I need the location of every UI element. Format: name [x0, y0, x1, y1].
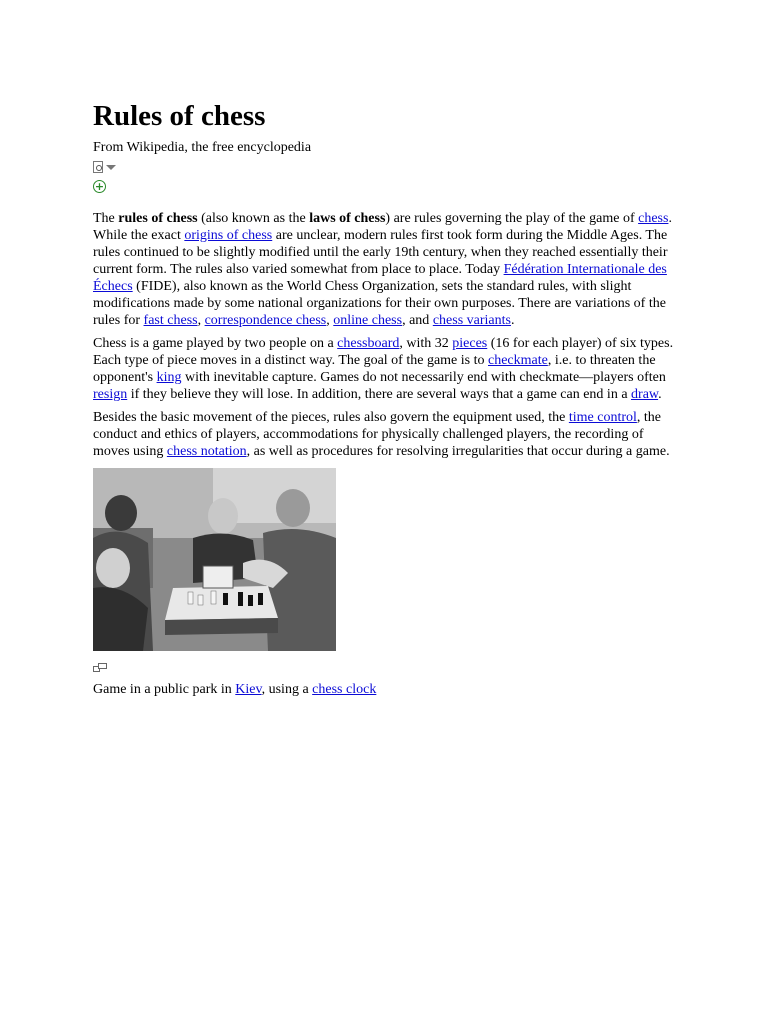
bold-term-rules-of-chess: rules of chess — [118, 211, 198, 226]
text: Chess is a game played by two people on a — [93, 336, 338, 351]
text: (16 for each player) of six types. Each type of piece moves in a distinct way. The goal of the game is to — [93, 336, 674, 368]
text: . — [510, 313, 515, 328]
article-content — [93, 98, 679, 698]
text: with inevitable capture. Games do not necessarily end with checkmate—players often — [181, 370, 666, 385]
text: Besides the basic movement of the pieces, rules also govern the equipment used, the — [93, 410, 569, 425]
link-chess-variants[interactable]: chess variants — [432, 313, 511, 328]
text: . While the exact — [93, 211, 672, 243]
text: , i.e. to threaten the opponent's — [93, 353, 656, 385]
link-chessboard[interactable]: chessboard — [337, 336, 400, 351]
link-online-chess[interactable]: online chess — [333, 313, 403, 328]
enlarge-icon[interactable] — [93, 663, 107, 673]
text: , and — [402, 313, 433, 328]
page-title: Rules of chess — [93, 100, 266, 132]
link-correspondence-chess[interactable]: correspondence chess — [204, 313, 327, 328]
magnifier-page-icon[interactable] — [93, 161, 103, 173]
link-king[interactable]: king — [156, 370, 182, 385]
link-checkmate[interactable]: checkmate — [488, 353, 548, 368]
link-kiev[interactable]: Kiev — [235, 682, 262, 697]
link-chess[interactable]: chess — [638, 211, 669, 226]
text: , using a — [261, 682, 313, 697]
link-fide[interactable]: Fédération Internationale des Échecs — [93, 262, 667, 294]
chess-park-photo[interactable] — [93, 468, 336, 651]
link-resign[interactable]: resign — [93, 387, 128, 402]
text: . — [658, 387, 662, 402]
link-pieces[interactable]: pieces — [452, 336, 488, 351]
text: are unclear, modern rules first took form during the Middle Ages. The rules continued to be slightly modified until the early 19th century, when they reached essentially their current form. The rules also varied somewhat from place to place. Today — [93, 228, 668, 277]
text: , as well as procedures for resolving irregularities that occur during a game. — [246, 444, 670, 459]
text: , with 32 — [399, 336, 453, 351]
link-origins-of-chess[interactable]: origins of chess — [184, 228, 273, 243]
game-paragraph — [93, 335, 679, 403]
figure-caption — [93, 681, 679, 698]
text: , — [197, 313, 205, 328]
text: ) are rules governing the play of the game of — [385, 211, 639, 226]
chevron-down-icon[interactable] — [106, 165, 116, 170]
page-tools[interactable] — [93, 159, 679, 175]
link-time-control[interactable]: time control — [568, 410, 637, 425]
link-fast-chess[interactable]: fast chess — [143, 313, 198, 328]
text: , — [326, 313, 334, 328]
enlarge-icon-frame — [98, 663, 107, 669]
text: (also known as the — [197, 211, 310, 226]
site-tagline: From Wikipedia, the free encyclopedia — [93, 140, 312, 155]
text: , the conduct and ethics of players, accommodations for physically challenged players, the recording of moves using — [93, 410, 662, 459]
text: (FIDE), also known as the World Chess Organization, sets the standard rules, with slight modifications made by some national organizations for their own purposes. There are variations of the rules for — [93, 279, 666, 328]
bold-term-laws-of-chess: laws of chess — [309, 211, 386, 226]
text: Game in a public park in — [93, 682, 236, 697]
text: if they believe they will lose. In addition, there are several ways that a game can end in a — [127, 387, 632, 402]
link-draw[interactable]: draw — [631, 387, 659, 402]
text: The — [93, 211, 119, 226]
link-chess-clock[interactable]: chess clock — [312, 682, 377, 697]
plus-circle-icon[interactable]: + — [94, 180, 105, 193]
link-chess-notation[interactable]: chess notation — [166, 444, 247, 459]
intro-paragraph — [93, 210, 679, 329]
rules-paragraph — [93, 409, 679, 460]
